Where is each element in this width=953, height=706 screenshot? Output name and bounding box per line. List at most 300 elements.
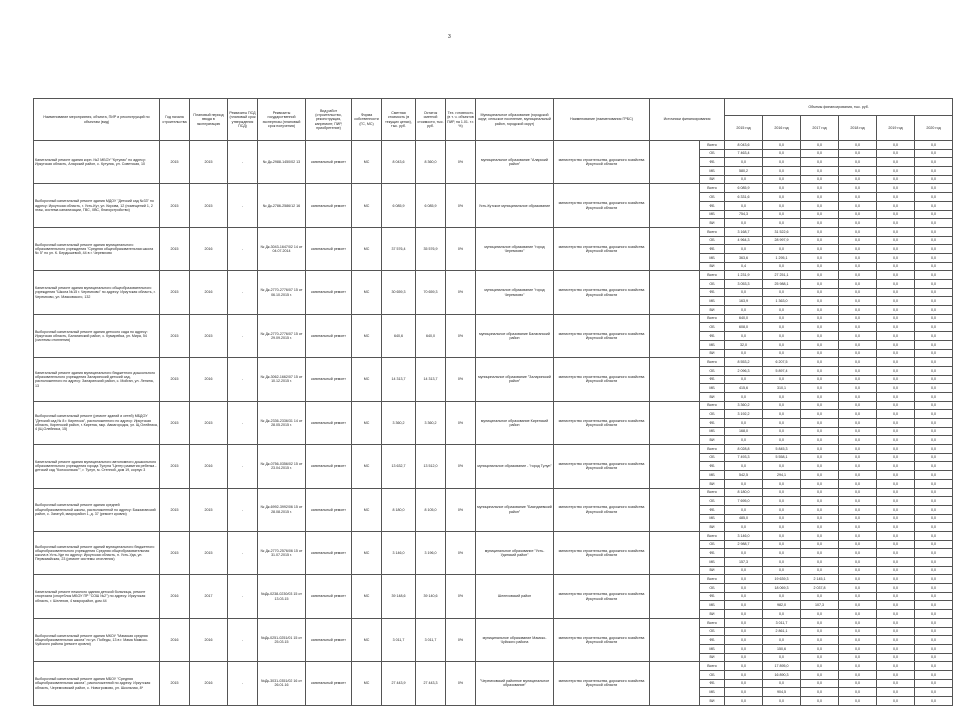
source-label: ФБ (700, 245, 725, 254)
row-end: 2015 (190, 488, 228, 531)
amount-cell: 0,0 (877, 601, 915, 610)
row-end: 2016 (190, 358, 228, 401)
row-remain: 8 360,0 (416, 141, 446, 184)
amount-cell: 0,0 (839, 514, 877, 523)
amount-cell: 0,0 (915, 366, 953, 375)
amount-cell: 0,0 (801, 167, 839, 176)
header-year: 2018 год (839, 116, 877, 141)
row-remain: 14 313,7 (416, 358, 446, 401)
row-end: 2016 (190, 662, 228, 705)
row-start: 2015 (160, 531, 190, 574)
row-gos: № Дк-2770-2776/07 15 от 06.10.2015 г. (258, 271, 306, 314)
amount-cell: 3 011,7 (763, 618, 801, 627)
amount-cell: 0,0 (801, 358, 839, 367)
amount-cell: 3 053,3 (725, 280, 763, 289)
amount-cell: 0,0 (915, 427, 953, 436)
amount-cell: 0,0 (915, 627, 953, 636)
source-label: ОБ (700, 280, 725, 289)
amount-cell: 6 085,9 (725, 184, 763, 193)
table-row (34, 358, 953, 367)
table-row (34, 227, 953, 236)
amount-cell: 0,0 (763, 610, 801, 619)
amount-cell: 0,0 (839, 245, 877, 254)
amount-cell: 0,0 (801, 453, 839, 462)
row-name: Капитальный ремонт здания муниципального автономного дошкольного образовательного учреждения города Тулуна "Центр развития ребенка - детский сад "Колокольчик"", г. Тулун, м. Степной, дом 19, корпус 3 (34, 445, 160, 488)
row-end: 2016 (190, 227, 228, 270)
amount-cell: 0,0 (725, 332, 763, 341)
amount-cell: 0,0 (801, 253, 839, 262)
amount-cell: 0,0 (915, 358, 953, 367)
header-start: Год начала строительства (160, 99, 190, 141)
row-gr: министерство строительства, дорожного хозяйства Иркутской области (554, 184, 650, 227)
row-remain: 3 360,2 (416, 401, 446, 444)
amount-cell: 150,6 (763, 644, 801, 653)
amount-cell: 0,0 (725, 601, 763, 610)
source-label: МБ (700, 471, 725, 480)
row-gos: № Дк-2336-2336/31 14 от 28.05.2015 г. (258, 401, 306, 444)
amount-cell: 0,0 (839, 653, 877, 662)
amount-cell: 0,0 (877, 670, 915, 679)
row-spacer (650, 531, 700, 574)
amount-cell: 0,0 (839, 497, 877, 506)
row-form: МС (352, 575, 382, 618)
amount-cell: 982,0 (763, 601, 801, 610)
amount-cell: 904,5 (763, 688, 801, 697)
amount-cell: 0,0 (877, 158, 915, 167)
amount-cell: 0,0 (839, 410, 877, 419)
amount-cell: 0,0 (877, 436, 915, 445)
source-label: ФБ (700, 158, 725, 167)
row-cost: 3 360,2 (382, 401, 416, 444)
amount-cell: 0,0 (877, 697, 915, 706)
row-work: капитальный ремонт (306, 531, 352, 574)
header-name: Наименование мероприятия, объекта, ПИР и реконструкций по объектам (вид) (34, 99, 160, 141)
amount-cell: 8 180,0 (725, 488, 763, 497)
amount-cell: 0,0 (839, 167, 877, 176)
table-row (34, 184, 953, 193)
amount-cell: 0,0 (801, 227, 839, 236)
amount-cell: 3 168,7 (725, 227, 763, 236)
amount-cell: 0,0 (725, 679, 763, 688)
amount-cell: 0,0 (915, 193, 953, 202)
amount-cell: 0,0 (877, 610, 915, 619)
amount-cell: 17 895,0 (763, 662, 801, 671)
row-pir: - (228, 401, 258, 444)
amount-cell: 0,0 (801, 314, 839, 323)
source-label: ОБ (700, 410, 725, 419)
row-gr: министерство строительства, дорожного хозяйства Иркутской области (554, 488, 650, 531)
row-mun: муниципальное образование "Баяндаевский район" (476, 488, 554, 531)
amount-cell: 0,0 (877, 306, 915, 315)
amount-cell: 0,0 (839, 479, 877, 488)
table-row (34, 271, 953, 280)
row-start: 2015 (160, 662, 190, 705)
amount-cell: 0,0 (915, 375, 953, 384)
source-label: ФБ (700, 375, 725, 384)
amount-cell: 0,0 (915, 219, 953, 228)
amount-cell: 0,0 (725, 662, 763, 671)
row-start: 2015 (160, 488, 190, 531)
amount-cell: 0,0 (839, 262, 877, 271)
row-end: 2015 (190, 401, 228, 444)
amount-cell: 0,0 (877, 167, 915, 176)
amount-cell: 1 231,9 (725, 271, 763, 280)
amount-cell: 0,0 (725, 523, 763, 532)
amount-cell: 0,0 (915, 149, 953, 158)
amount-cell: 0,0 (801, 245, 839, 254)
row-work: капитальный ремонт (306, 358, 352, 401)
amount-cell: 0,0 (877, 288, 915, 297)
amount-cell: 0,0 (801, 410, 839, 419)
source-label: ФБ (700, 636, 725, 645)
row-cost: 8 043,6 (382, 141, 416, 184)
row-work: капитальный ремонт (306, 314, 352, 357)
row-start: 2015 (160, 184, 190, 227)
amount-cell: 0,0 (839, 149, 877, 158)
amount-cell: 0,0 (839, 584, 877, 593)
amount-cell: 0,0 (877, 323, 915, 332)
amount-cell: 0,0 (725, 566, 763, 575)
row-gr: министерство строительства, дорожного хозяйства Иркутской области (554, 618, 650, 661)
amount-cell: 0,0 (877, 462, 915, 471)
row-gr: министерство строительства, дорожного хозяйства Иркутской области (554, 141, 650, 184)
row-name: Выборочный капитальный ремонт здания муниципального образовательного учреждения "Средняя общеобразовательная школа № 5" по ул. К. Бердышевой, 44 в г. Черемхово (34, 227, 160, 270)
row-cost: 14 313,7 (382, 358, 416, 401)
amount-cell: 0,0 (763, 314, 801, 323)
row-work: капитальный ремонт (306, 618, 352, 661)
amount-cell: 0,0 (763, 436, 801, 445)
source-label: ФБ (700, 549, 725, 558)
amount-cell: 0,0 (725, 436, 763, 445)
amount-cell: 294,1 (763, 471, 801, 480)
row-remain: 640,0 (416, 314, 446, 357)
amount-cell: 0,0 (839, 314, 877, 323)
amount-cell: 4 964,3 (725, 236, 763, 245)
amount-cell: 485,0 (725, 514, 763, 523)
header-src: Источники финансирования (650, 99, 725, 141)
amount-cell: 6 331,6 (725, 193, 763, 202)
amount-cell: 8 028,8 (725, 445, 763, 454)
amount-cell: 0,0 (801, 436, 839, 445)
amount-cell: 0,0 (801, 471, 839, 480)
row-form: МС (352, 358, 382, 401)
amount-cell: 0,0 (801, 479, 839, 488)
amount-cell: 0,0 (839, 306, 877, 315)
amount-cell: 0,0 (915, 601, 953, 610)
amount-cell: 0,0 (839, 349, 877, 358)
amount-cell: 0,0 (801, 653, 839, 662)
row-gos: №Дк-0238-0230/03 15 от 13.03.15 (258, 575, 306, 618)
row-cost: 3 011,7 (382, 618, 416, 661)
amount-cell: 0,0 (915, 419, 953, 428)
amount-cell: 0,0 (801, 488, 839, 497)
amount-cell: 0,0 (725, 670, 763, 679)
row-work: капитальный ремонт (306, 141, 352, 184)
row-cost: 13 632,7 (382, 445, 416, 488)
amount-cell: 0,0 (839, 618, 877, 627)
row-start: 2016 (160, 575, 190, 618)
amount-cell: 0,0 (763, 410, 801, 419)
amount-cell: 0,0 (877, 679, 915, 688)
amount-cell: 0,0 (763, 427, 801, 436)
amount-cell: 0,0 (839, 644, 877, 653)
amount-cell: 0,0 (915, 453, 953, 462)
amount-cell: 0,0 (915, 558, 953, 567)
row-ready: 0% (446, 575, 476, 618)
amount-cell: 0,0 (839, 697, 877, 706)
row-ready: 0% (446, 531, 476, 574)
amount-cell: 0,0 (725, 158, 763, 167)
amount-cell: 0,0 (877, 297, 915, 306)
source-label: Всего (700, 184, 725, 193)
header-mun: Муниципальное образование (городской округ, сельское поселение, муниципальный район, городской округ) (476, 99, 554, 141)
amount-cell: 0,0 (763, 401, 801, 410)
amount-cell: 1 295,1 (763, 253, 801, 262)
amount-cell: 0,0 (763, 679, 801, 688)
amount-cell: 580,2 (725, 167, 763, 176)
amount-cell: 0,0 (877, 427, 915, 436)
row-name: Выборочный капитальный ремонт здания МДОУ "Детский сад №33" по адресу: Иркутская область, г. Усть-Кут, ул. Кирова, 12 (помещений 1, 2 этаж, система канализации, ГВС, ХВС, благоустройство) (34, 184, 160, 227)
row-work: капитальный ремонт (306, 271, 352, 314)
source-label: МБ (700, 601, 725, 610)
amount-cell: 2 145,1 (801, 575, 839, 584)
amount-cell: 0,0 (801, 375, 839, 384)
row-remain: 39 140,6 (416, 575, 446, 618)
row-work: капитальный ремонт (306, 227, 352, 270)
header-form: Форма собственности (ГС, МС) (352, 99, 382, 141)
amount-cell: 0,0 (877, 644, 915, 653)
amount-cell: 0,0 (877, 558, 915, 567)
amount-cell: 0,0 (877, 514, 915, 523)
amount-cell: 0,0 (763, 479, 801, 488)
amount-cell: 0,0 (877, 497, 915, 506)
source-label: ВИ (700, 436, 725, 445)
amount-cell: 0,0 (915, 314, 953, 323)
source-label: МБ (700, 253, 725, 262)
amount-cell: 0,0 (763, 531, 801, 540)
table-row (34, 531, 953, 540)
header-year: 2017 год (801, 116, 839, 141)
amount-cell: 0,0 (877, 566, 915, 575)
amount-cell: 0,0 (839, 462, 877, 471)
amount-cell: 0,0 (839, 375, 877, 384)
amount-cell: 0,0 (763, 340, 801, 349)
row-mun: Шелеховский район (476, 575, 554, 618)
source-label: МБ (700, 514, 725, 523)
amount-cell: 0,0 (763, 262, 801, 271)
amount-cell: 0,0 (763, 141, 801, 150)
row-start: 2015 (160, 227, 190, 270)
amount-cell: 0,0 (915, 236, 953, 245)
amount-cell: 0,0 (839, 471, 877, 480)
amount-cell: 608,0 (725, 323, 763, 332)
amount-cell: 0,0 (801, 549, 839, 558)
amount-cell: 0,0 (839, 141, 877, 150)
amount-cell: 0,0 (915, 697, 953, 706)
amount-cell: 0,0 (801, 558, 839, 567)
amount-cell: 754,3 (725, 210, 763, 219)
source-label: ОБ (700, 670, 725, 679)
header-ready: Тех. готовность (в т. ч. объектов ПИР, на 1.01. т.г. %) (446, 99, 476, 141)
row-mun: Усть-Кутское муниципальное образование (476, 184, 554, 227)
amount-cell: 19 639,3 (763, 575, 801, 584)
source-label: ОБ (700, 627, 725, 636)
amount-cell: 0,0 (801, 210, 839, 219)
amount-cell: 0,0 (801, 149, 839, 158)
row-spacer (650, 575, 700, 618)
amount-cell: 0,0 (839, 540, 877, 549)
amount-cell: 0,0 (877, 453, 915, 462)
row-name: Выборочный капитальный ремонт здания МКОУ "Мамская средняя общеобразовательная школа" по ул. Победы, 13 в г. Мама Мамско-Чуйского района (ремонт кровли) (34, 618, 160, 661)
row-remain: 8 105,0 (416, 488, 446, 531)
row-mun: муниципальное образование Киренский район (476, 401, 554, 444)
source-label: Всего (700, 227, 725, 236)
amount-cell: 0,0 (801, 636, 839, 645)
row-cost: 27 443,9 (382, 662, 416, 705)
amount-cell: 0,0 (839, 358, 877, 367)
source-label: МБ (700, 297, 725, 306)
row-gos: № Дк-3062-1662/07 15 от 10.12.2015 г. (258, 358, 306, 401)
amount-cell: 0,0 (839, 558, 877, 567)
amount-cell: 0,0 (877, 366, 915, 375)
table-row (34, 618, 953, 627)
row-remain: 27 443,3 (416, 662, 446, 705)
amount-cell: 0,0 (915, 479, 953, 488)
amount-cell: 0,0 (725, 505, 763, 514)
header-year: 2016 год (763, 116, 801, 141)
row-pir: - (228, 184, 258, 227)
source-label: Всего (700, 488, 725, 497)
amount-cell: 8 553,2 (725, 358, 763, 367)
row-ready: 0% (446, 184, 476, 227)
row-pir: - (228, 531, 258, 574)
row-work: капитальный ремонт (306, 401, 352, 444)
amount-cell: 640,0 (725, 314, 763, 323)
amount-cell: 1 363,0 (763, 297, 801, 306)
amount-cell: 5 558,1 (763, 453, 801, 462)
row-gr: министерство строительства, дорожного хозяйства Иркутской области (554, 445, 650, 488)
amount-cell: 0,0 (839, 627, 877, 636)
row-work: капитальный ремонт (306, 575, 352, 618)
row-cost: 3 146,0 (382, 531, 416, 574)
row-pir: - (228, 227, 258, 270)
amount-cell: 0,0 (877, 392, 915, 401)
source-label: ВИ (700, 697, 725, 706)
row-mun: муниципальное образование "Заларинский район" (476, 358, 554, 401)
amount-cell: 0,0 (763, 540, 801, 549)
amount-cell: 0,0 (877, 314, 915, 323)
amount-cell: 0,0 (801, 540, 839, 549)
row-spacer (650, 184, 700, 227)
amount-cell: 0,0 (877, 688, 915, 697)
amount-cell: 0,0 (801, 201, 839, 210)
amount-cell: 0,0 (839, 297, 877, 306)
row-gr: министерство строительства, дорожного хозяйства Иркутской области (554, 401, 650, 444)
row-mun: муниципальное образование - "город Тулун" (476, 445, 554, 488)
amount-cell: 0,0 (915, 436, 953, 445)
row-remain: 3 011,7 (416, 618, 446, 661)
table-body (34, 141, 953, 706)
amount-cell: 0,0 (915, 410, 953, 419)
amount-cell: 0,0 (801, 384, 839, 393)
amount-cell: 0,0 (801, 497, 839, 506)
amount-cell: 0,0 (839, 505, 877, 514)
row-gos: № Дк-2786-2586/12 16 (258, 184, 306, 227)
amount-cell: 0,0 (801, 288, 839, 297)
amount-cell: 0,0 (877, 488, 915, 497)
amount-cell: 0,0 (915, 384, 953, 393)
amount-cell: 0,0 (877, 193, 915, 202)
amount-cell: 0,0 (915, 644, 953, 653)
amount-cell: 0,0 (839, 366, 877, 375)
amount-cell: 0,0 (801, 175, 839, 184)
amount-cell: 25 988,1 (763, 280, 801, 289)
row-remain: 6 085,9 (416, 184, 446, 227)
table-row (34, 141, 953, 150)
amount-cell: 0,0 (839, 210, 877, 219)
amount-cell: 0,0 (839, 332, 877, 341)
source-label: Всего (700, 314, 725, 323)
amount-cell: 0,0 (839, 436, 877, 445)
header-year: 2015 год (725, 116, 763, 141)
header-row (34, 99, 953, 116)
amount-cell: 0,0 (763, 184, 801, 193)
amount-cell: 0,0 (915, 158, 953, 167)
row-gos: №Дк-3031-0351/02 16 от 26.01.16 (258, 662, 306, 705)
row-gr: министерство строительства, дорожного хозяйства Иркутской области (554, 227, 650, 270)
amount-cell: 0,0 (763, 245, 801, 254)
amount-cell: 542,5 (725, 471, 763, 480)
source-label: ВИ (700, 610, 725, 619)
row-mun: "Черемховский районное муниципальное образование" (476, 662, 554, 705)
row-mun: муниципальное образование "Аларский район" (476, 141, 554, 184)
row-work: капитальный ремонт (306, 662, 352, 705)
row-form: МС (352, 445, 382, 488)
financing-table (33, 98, 953, 706)
amount-cell: 0,0 (839, 227, 877, 236)
amount-cell: 0,0 (915, 679, 953, 688)
row-cost: 640,6 (382, 314, 416, 357)
amount-cell: 0,0 (725, 175, 763, 184)
amount-cell: 0,0 (801, 523, 839, 532)
amount-cell: 0,0 (725, 627, 763, 636)
amount-cell: 0,0 (801, 462, 839, 471)
row-name: Выборочный капитальный ремонт здания детского сада по адресу: Иркутская область, Балаганский район, с. Кумарейка, ул. Мира, 54 (системы отопления) (34, 314, 160, 357)
amount-cell: 2 988,7 (725, 540, 763, 549)
source-label: Всего (700, 618, 725, 627)
amount-cell: 0,0 (801, 697, 839, 706)
amount-cell: 0,0 (763, 210, 801, 219)
amount-cell: 0,0 (725, 644, 763, 653)
amount-cell: 0,0 (839, 280, 877, 289)
amount-cell: 0,0 (877, 332, 915, 341)
amount-cell: 0,0 (839, 340, 877, 349)
row-form: МС (352, 488, 382, 531)
row-name: Выборочный капитальный ремонт (ремонт зданий и сетей) МБДОУ "Детский сад № 8 г. Киренска", расположенного по адресу: Иркутская область, Киренский район, г. Киренск, мкр. Авиагородок, ул. Щ.Олейника, 4 (Щ.Олейника, 15) (34, 401, 160, 444)
amount-cell: 0,0 (839, 592, 877, 601)
amount-cell: 0,0 (915, 592, 953, 601)
amount-cell: 0,0 (915, 167, 953, 176)
amount-cell: 0,0 (839, 445, 877, 454)
amount-cell: 0,0 (763, 697, 801, 706)
row-gr: министерство строительства, дорожного хозяйства Иркутской области (554, 531, 650, 574)
amount-cell: 0,0 (877, 175, 915, 184)
row-start: 2015 (160, 314, 190, 357)
row-pir: - (228, 358, 258, 401)
amount-cell: 415,6 (725, 384, 763, 393)
amount-cell: 0,0 (839, 610, 877, 619)
source-label: ОБ (700, 540, 725, 549)
